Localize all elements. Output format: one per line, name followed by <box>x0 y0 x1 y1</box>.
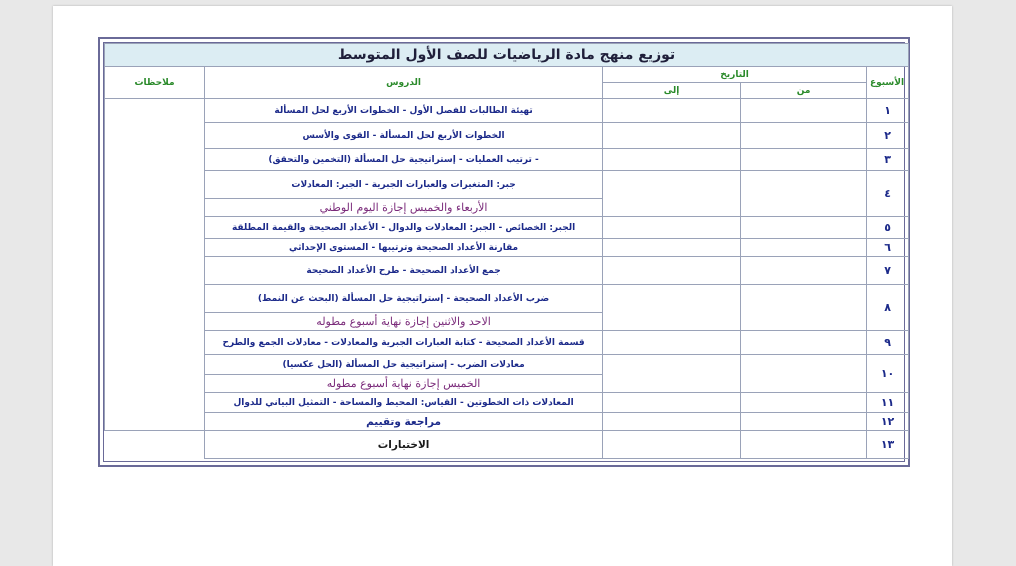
from-cell[interactable] <box>741 393 867 413</box>
header-lessons: الدروس <box>205 67 603 99</box>
header-from: من <box>741 83 867 99</box>
lesson-cell: الاختبارات <box>205 431 603 459</box>
from-cell[interactable] <box>741 355 867 393</box>
lesson-cell: تهيئة الطالبات للفصل الأول - الخطوات الأربع لحل المسألة <box>205 99 603 123</box>
table-row <box>105 217 909 239</box>
to-cell[interactable] <box>603 331 741 355</box>
header-to: إلى <box>603 83 741 99</box>
to-cell[interactable] <box>603 217 741 239</box>
header-date: التاريخ <box>603 67 867 83</box>
lesson-cell: مقارنة الأعداد الصحيحة وترتيبها - المستوى الإحداثي <box>205 239 603 257</box>
to-cell[interactable] <box>603 149 741 171</box>
from-cell[interactable] <box>741 171 867 217</box>
week-number: ٨ <box>867 285 909 331</box>
table-row <box>105 149 909 171</box>
table-row <box>105 331 909 355</box>
to-cell[interactable] <box>603 171 741 217</box>
lesson-cell: مراجعة وتقييم <box>205 413 603 431</box>
holiday-note: الاحد والاثنين إجازة نهاية أسبوع مطوله <box>205 313 603 331</box>
from-cell[interactable] <box>741 331 867 355</box>
week-number: ١٠ <box>867 355 909 393</box>
lesson-cell: ضرب الأعداد الصحيحة - إستراتيجية حل المسألة (البحث عن النمط) <box>205 285 603 313</box>
lesson-cell: معادلات الضرب - إستراتيجية حل المسألة (الحل عكسيا) <box>205 355 603 375</box>
table-row <box>105 99 909 123</box>
from-cell[interactable] <box>741 217 867 239</box>
to-cell[interactable] <box>603 257 741 285</box>
table-row <box>105 393 909 413</box>
from-cell[interactable] <box>741 431 867 459</box>
table-row <box>105 123 909 149</box>
table-row <box>105 257 909 285</box>
table-frame <box>98 37 910 467</box>
lesson-cell: المعادلات ذات الخطوتين - القياس: المحيط والمساحة - التمثيل البياني للدوال <box>205 393 603 413</box>
table-inner-frame <box>103 42 905 462</box>
from-cell[interactable] <box>741 149 867 171</box>
from-cell[interactable] <box>741 413 867 431</box>
table-row <box>105 171 909 199</box>
page-title: توزيع منهج مادة الرياضيات للصف الأول المتوسط <box>105 44 909 67</box>
from-cell[interactable] <box>741 257 867 285</box>
week-number: ١١ <box>867 393 909 413</box>
table-row <box>105 239 909 257</box>
week-number: ٩ <box>867 331 909 355</box>
lesson-cell: الجبر: الخصائص - الجبر: المعادلات والدوال - الأعداد الصحيحة والقيمة المطلقة <box>205 217 603 239</box>
to-cell[interactable] <box>603 99 741 123</box>
from-cell[interactable] <box>741 123 867 149</box>
week-number: ١٢ <box>867 413 909 431</box>
week-number: ٧ <box>867 257 909 285</box>
curriculum-table <box>104 43 909 459</box>
from-cell[interactable] <box>741 99 867 123</box>
table-row <box>105 355 909 375</box>
to-cell[interactable] <box>603 285 741 331</box>
table-row <box>105 285 909 313</box>
week-number: ٢ <box>867 123 909 149</box>
lesson-cell: - ترتيب العمليات - إستراتيجية حل المسألة (التخمين والتحقق) <box>205 149 603 171</box>
table-row <box>105 431 909 459</box>
lesson-cell: قسمة الأعداد الصحيحة - كتابة العبارات الجبرية والمعادلات - معادلات الجمع والطرح <box>205 331 603 355</box>
week-number: ٦ <box>867 239 909 257</box>
week-number: ١٣ <box>867 431 909 459</box>
header-week: الأسبوع <box>867 67 909 99</box>
to-cell[interactable] <box>603 123 741 149</box>
to-cell[interactable] <box>603 355 741 393</box>
header-notes: ملاحظات <box>105 67 205 99</box>
to-cell[interactable] <box>603 431 741 459</box>
from-cell[interactable] <box>741 239 867 257</box>
holiday-note: الخميس إجازة نهاية أسبوع مطوله <box>205 375 603 393</box>
week-number: ٥ <box>867 217 909 239</box>
to-cell[interactable] <box>603 239 741 257</box>
to-cell[interactable] <box>603 413 741 431</box>
week-number: ٤ <box>867 171 909 217</box>
table-row <box>105 413 909 431</box>
to-cell[interactable] <box>603 393 741 413</box>
holiday-note: الأربعاء والخميس إجازة اليوم الوطني <box>205 199 603 217</box>
from-cell[interactable] <box>741 285 867 331</box>
week-number: ٣ <box>867 149 909 171</box>
lesson-cell: الخطوات الأربع لحل المسألة - القوى والأسس <box>205 123 603 149</box>
lesson-cell: جمع الأعداد الصحيحة - طرح الأعداد الصحيحة <box>205 257 603 285</box>
week-number: ١ <box>867 99 909 123</box>
notes-cell[interactable] <box>105 99 205 431</box>
lesson-cell: جبر: المتغيرات والعبارات الجبرية - الجبر: المعادلات <box>205 171 603 199</box>
